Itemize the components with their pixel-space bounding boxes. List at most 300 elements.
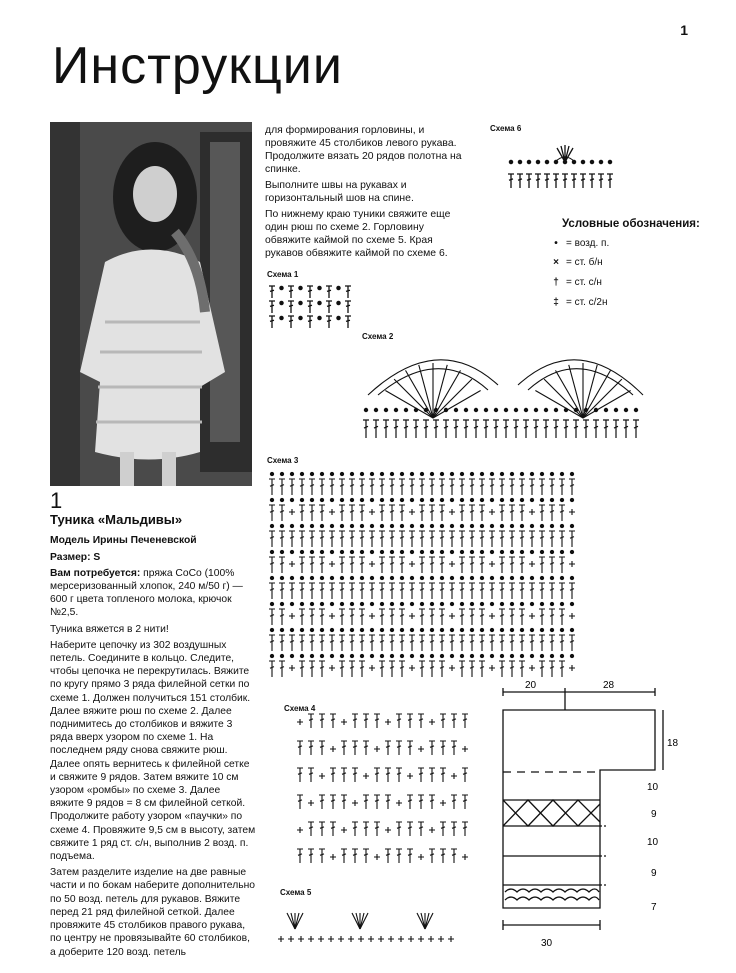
stitch-mark <box>429 768 435 782</box>
stitch-mark <box>319 714 325 728</box>
stitch-mark <box>583 420 589 438</box>
stitch-mark <box>519 661 525 677</box>
chain-stitch-mark <box>410 498 413 501</box>
stitch-mark <box>499 661 505 677</box>
fan-stitch-mark <box>425 913 433 929</box>
stitch-mark <box>345 301 351 313</box>
stitch-mark <box>451 741 457 755</box>
chain-stitch-mark <box>534 408 537 411</box>
stitch-mark <box>589 174 595 188</box>
chain-stitch-mark <box>340 472 343 475</box>
stitch-mark <box>569 583 575 599</box>
model-author: Модель Ирины Печеневской <box>50 535 197 547</box>
chain-stitch-mark <box>330 550 333 553</box>
stitch-mark <box>385 768 391 782</box>
stitch-mark <box>352 822 358 836</box>
stitch-mark <box>319 849 325 863</box>
stitch-mark <box>330 822 336 836</box>
stitch-mark <box>279 531 285 547</box>
stitch-mark <box>279 661 285 677</box>
chain-stitch-mark <box>500 472 503 475</box>
chain-stitch-mark <box>480 472 483 475</box>
chain-stitch-mark <box>584 408 587 411</box>
chain-stitch-mark <box>470 602 473 605</box>
stitch-mark <box>549 661 555 677</box>
stitch-mark <box>508 174 514 188</box>
single-crochet-mark <box>319 773 325 779</box>
stitch-mark <box>539 505 545 521</box>
stitch-mark <box>269 505 275 521</box>
stitch-mark <box>539 557 545 573</box>
stitch-mark <box>330 768 336 782</box>
fan-stitch-mark <box>352 913 360 929</box>
stitch-mark <box>439 531 445 547</box>
chain-stitch-mark <box>410 628 413 631</box>
stitch-mark <box>308 741 314 755</box>
stitch-mark <box>341 795 347 809</box>
chain-stitch-mark <box>460 628 463 631</box>
stitch-mark <box>339 661 345 677</box>
stitch-mark <box>489 479 495 495</box>
chain-stitch-mark <box>390 628 393 631</box>
chain-stitch-mark <box>340 498 343 501</box>
stitch-mark <box>499 479 505 495</box>
stitch-mark <box>389 583 395 599</box>
chain-stitch-mark <box>370 550 373 553</box>
stitch-mark <box>352 714 358 728</box>
chain-stitch-mark <box>300 472 303 475</box>
stitch-mark <box>299 661 305 677</box>
chain-stitch-mark <box>370 576 373 579</box>
chain-stitch-mark <box>524 408 527 411</box>
chain-stitch-icon: • <box>554 238 558 249</box>
single-crochet-mark <box>297 827 303 833</box>
single-crochet-mark <box>289 561 295 567</box>
stitch-mark <box>289 583 295 599</box>
single-crochet-mark <box>308 936 314 942</box>
chain-stitch-mark <box>500 628 503 631</box>
chain-stitch-mark <box>460 550 463 553</box>
stitch-mark <box>349 609 355 625</box>
stitch-mark <box>363 849 369 863</box>
stitch-mark <box>379 661 385 677</box>
stitch-mark <box>399 583 405 599</box>
chain-stitch-mark <box>440 654 443 657</box>
chain-stitch-mark <box>280 628 283 631</box>
chain-stitch-mark <box>570 576 573 579</box>
chain-stitch-mark <box>450 524 453 527</box>
legend-item <box>550 297 608 308</box>
stitch-mark <box>359 531 365 547</box>
single-crochet-mark <box>398 936 404 942</box>
chain-stitch-mark <box>530 576 533 579</box>
stitch-mark <box>279 609 285 625</box>
chain-stitch-mark <box>320 628 323 631</box>
chain-stitch-mark <box>540 472 543 475</box>
stitch-mark <box>459 505 465 521</box>
chain-stitch-mark <box>550 472 553 475</box>
stitch-mark <box>549 635 555 651</box>
chain-stitch-mark <box>360 628 363 631</box>
stitch-mark <box>419 635 425 651</box>
chain-stitch-mark <box>310 602 313 605</box>
stitch-mark <box>308 822 314 836</box>
chain-stitch-mark <box>510 628 513 631</box>
scheme-6-diagram <box>505 140 625 195</box>
stitch-mark <box>407 741 413 755</box>
stitch-mark <box>499 557 505 573</box>
stitch-mark <box>459 609 465 625</box>
stitch-mark <box>269 609 275 625</box>
single-crochet-mark <box>429 719 435 725</box>
chain-stitch-mark <box>370 602 373 605</box>
chain-stitch-mark <box>360 498 363 501</box>
stitch-mark <box>319 557 325 573</box>
chain-stitch-mark <box>350 602 353 605</box>
chain-stitch-mark <box>514 408 517 411</box>
chain-stitch-mark <box>350 472 353 475</box>
chain-stitch-mark <box>570 654 573 657</box>
chain-stitch-mark <box>280 576 283 579</box>
stitch-mark <box>549 609 555 625</box>
scheme-1-label: Схема 1 <box>267 270 299 279</box>
dim-right-1: 18 <box>667 738 679 749</box>
stitch-mark <box>289 479 295 495</box>
chain-stitch-mark <box>450 654 453 657</box>
stitch-mark <box>539 479 545 495</box>
stitch-mark <box>319 661 325 677</box>
stitch-mark <box>407 714 413 728</box>
stitch-mark <box>407 795 413 809</box>
stitch-mark <box>326 301 332 313</box>
treble-crochet-icon: ‡ <box>553 297 559 308</box>
chain-stitch-mark <box>404 408 407 411</box>
stitch-mark <box>549 505 555 521</box>
stitch-mark <box>403 420 409 438</box>
stitch-mark <box>288 301 294 313</box>
stitch-mark <box>269 635 275 651</box>
stitch-mark <box>319 822 325 836</box>
stitch-mark <box>440 849 446 863</box>
chain-stitch-mark <box>330 602 333 605</box>
stitch-mark <box>418 822 424 836</box>
chain-stitch-mark <box>509 160 512 163</box>
stitch-mark <box>593 420 599 438</box>
chain-stitch-mark <box>634 408 637 411</box>
stitch-mark <box>440 822 446 836</box>
stitch-mark <box>269 583 275 599</box>
chain-stitch-mark <box>430 628 433 631</box>
stitch-mark <box>399 531 405 547</box>
stitch-mark <box>379 583 385 599</box>
legend-title: Условные обозначения: <box>562 218 700 230</box>
scheme-2-label: Схема 2 <box>362 332 394 341</box>
stitch-mark <box>573 420 579 438</box>
stitch-mark <box>341 741 347 755</box>
stitch-mark <box>299 505 305 521</box>
stitch-mark <box>383 420 389 438</box>
chain-stitch-mark <box>540 602 543 605</box>
stitch-mark <box>269 301 275 313</box>
scheme-3-label: Схема 3 <box>267 456 299 465</box>
stitch-mark <box>499 531 505 547</box>
chain-stitch-mark <box>290 576 293 579</box>
chain-stitch-mark <box>310 498 313 501</box>
single-crochet-mark <box>529 509 535 515</box>
stitch-mark <box>407 849 413 863</box>
chain-stitch-mark <box>310 654 313 657</box>
chain-stitch-mark <box>480 602 483 605</box>
chain-stitch-mark <box>550 654 553 657</box>
chain-stitch-mark <box>390 472 393 475</box>
chain-stitch-mark <box>390 498 393 501</box>
chain-stitch-mark <box>510 472 513 475</box>
stitch-mark <box>519 505 525 521</box>
stitch-mark <box>297 849 303 863</box>
single-crochet-mark <box>338 936 344 942</box>
stitch-mark <box>433 420 439 438</box>
single-crochet-mark <box>298 936 304 942</box>
stitch-mark <box>563 420 569 438</box>
single-crochet-mark <box>449 613 455 619</box>
chain-stitch-mark <box>360 524 363 527</box>
chain-stitch-mark <box>554 408 557 411</box>
double-crochet-icon: † <box>553 277 559 288</box>
chain-stitch-mark <box>480 576 483 579</box>
chain-stitch-mark <box>400 576 403 579</box>
stitch-mark <box>374 822 380 836</box>
materials-label: Вам потребуется: <box>50 567 141 579</box>
scheme-5-diagram <box>275 905 465 947</box>
chain-stitch-mark <box>550 524 553 527</box>
stitch-mark <box>469 583 475 599</box>
stitch-mark <box>449 635 455 651</box>
chain-stitch-mark <box>490 550 493 553</box>
chain-stitch-mark <box>280 316 283 319</box>
stitch-mark <box>349 479 355 495</box>
chain-stitch-mark <box>280 286 283 289</box>
chain-stitch-mark <box>300 576 303 579</box>
chain-stitch-mark <box>520 628 523 631</box>
chain-stitch-mark <box>280 524 283 527</box>
chain-stitch-mark <box>480 550 483 553</box>
stitch-mark <box>329 583 335 599</box>
chain-stitch-mark <box>374 408 377 411</box>
chain-stitch-mark <box>280 301 283 304</box>
single-crochet-mark <box>396 800 402 806</box>
chain-stitch-mark <box>370 654 373 657</box>
chain-stitch-mark <box>300 628 303 631</box>
stitch-mark <box>385 795 391 809</box>
chain-stitch-mark <box>290 628 293 631</box>
stitch-mark <box>549 479 555 495</box>
chain-stitch-mark <box>599 160 602 163</box>
stitch-mark <box>459 635 465 651</box>
single-crochet-mark <box>409 613 415 619</box>
chain-stitch-mark <box>530 498 533 501</box>
chain-stitch-mark <box>500 602 503 605</box>
chain-stitch-mark <box>490 628 493 631</box>
stitch-mark <box>374 795 380 809</box>
chain-stitch-mark <box>530 524 533 527</box>
chain-stitch-mark <box>500 550 503 553</box>
single-crochet-mark <box>462 854 468 860</box>
stitch-mark <box>319 635 325 651</box>
single-crochet-mark <box>330 854 336 860</box>
chain-stitch-mark <box>530 550 533 553</box>
stitch-mark <box>440 768 446 782</box>
stitch-mark <box>352 768 358 782</box>
stitch-mark <box>399 505 405 521</box>
chain-stitch-mark <box>550 602 553 605</box>
chain-stitch-mark <box>337 286 340 289</box>
stitch-mark <box>429 741 435 755</box>
chain-stitch-mark <box>380 602 383 605</box>
stitch-mark <box>469 635 475 651</box>
stitch-mark <box>559 557 565 573</box>
stitch-mark <box>419 661 425 677</box>
single-crochet-mark <box>369 561 375 567</box>
chain-stitch-mark <box>450 628 453 631</box>
single-crochet-mark <box>489 509 495 515</box>
stitch-mark <box>309 505 315 521</box>
single-crochet-mark <box>449 665 455 671</box>
chain-stitch-mark <box>500 498 503 501</box>
chain-stitch-mark <box>545 160 548 163</box>
chain-stitch-mark <box>550 628 553 631</box>
stitch-mark <box>309 661 315 677</box>
stitch-mark <box>559 531 565 547</box>
stitch-mark <box>526 174 532 188</box>
chain-stitch-mark <box>594 408 597 411</box>
stitch-mark <box>509 583 515 599</box>
single-crochet-mark <box>341 827 347 833</box>
stitch-mark <box>363 420 369 438</box>
stitch-mark <box>562 174 568 188</box>
chain-stitch-mark <box>420 472 423 475</box>
stitch-mark <box>539 661 545 677</box>
stitch-mark <box>309 609 315 625</box>
stitch-mark <box>453 420 459 438</box>
single-crochet-mark <box>341 719 347 725</box>
stitch-mark <box>269 531 275 547</box>
stitch-mark <box>503 420 509 438</box>
stitch-mark <box>299 531 305 547</box>
chain-stitch-mark <box>337 301 340 304</box>
stitch-mark <box>409 635 415 651</box>
chain-stitch-mark <box>540 524 543 527</box>
single-crochet-mark <box>369 509 375 515</box>
stitch-mark <box>396 768 402 782</box>
chain-stitch-mark <box>440 628 443 631</box>
stitch-mark <box>393 420 399 438</box>
stitch-mark <box>519 557 525 573</box>
chain-stitch-mark <box>430 602 433 605</box>
single-crochet-mark <box>369 665 375 671</box>
stitch-mark <box>369 583 375 599</box>
chain-stitch-mark <box>414 408 417 411</box>
stitch-mark <box>499 609 505 625</box>
chain-stitch-mark <box>380 498 383 501</box>
chain-stitch-mark <box>340 524 343 527</box>
chain-stitch-mark <box>530 472 533 475</box>
single-crochet-mark <box>308 800 314 806</box>
stitch-mark <box>359 609 365 625</box>
stitch-mark <box>559 583 565 599</box>
legend-item <box>550 277 602 288</box>
stitch-mark <box>329 635 335 651</box>
model-photo <box>50 122 252 486</box>
fan-stitch-mark <box>360 913 368 929</box>
single-crochet-mark <box>278 936 284 942</box>
stitch-mark <box>523 420 529 438</box>
chain-stitch-mark <box>330 654 333 657</box>
scheme-2-diagram <box>358 340 648 445</box>
garment-pattern-diagram <box>495 680 695 952</box>
stitch-mark <box>489 635 495 651</box>
model-title: Туника «Мальдивы» <box>50 512 183 528</box>
chain-stitch-mark <box>574 408 577 411</box>
stitch-mark <box>269 316 275 328</box>
intro-paragraph: Выполните швы на рукавах и горизонтальный шов на спине. <box>265 180 414 204</box>
chain-stitch-mark <box>454 408 457 411</box>
chain-stitch-mark <box>380 576 383 579</box>
stitch-mark <box>369 635 375 651</box>
chain-stitch-mark <box>440 524 443 527</box>
stitch-mark <box>469 505 475 521</box>
chain-stitch-mark <box>350 628 353 631</box>
single-crochet-mark <box>418 746 424 752</box>
chain-stitch-mark <box>480 524 483 527</box>
chain-stitch-mark <box>450 550 453 553</box>
stitch-mark <box>363 822 369 836</box>
stitch-mark <box>399 661 405 677</box>
chain-stitch-mark <box>570 498 573 501</box>
stitch-mark <box>519 609 525 625</box>
materials-text: пряжа CoCo (100% мерсеризованный хлопок, 240 м/50 г) — 600 г цвета топленого молока, крючок №2,5. <box>50 567 243 619</box>
dim-right-3: 9 <box>651 809 657 820</box>
stitch-mark <box>559 609 565 625</box>
instructions-paragraph: Наберите цепочку из 302 воздушных петель. Соедините в кольцо. Следите, чтобы цепочка не перекрутилась. Вяжите по кругу прямо 3 ряда филейной сетки по схеме 1. Должен получиться 151 столбик. Далее вяжите рюш по схеме 2. Далее поднимитесь до столбиков и вяжите 3 ряда вверх узором по схеме 1. На последнем ряду снова свяжите рюш. Далее опять вернитесь к филейной сетке и свяжите 9 рядов. Затем вяжите 10 см узором «ромбы» по схеме 3. Далее вяжите 9 рядов = 8 см филейной сеткой. Продолжите работу узором «паучки» по схеме 4. Провяжите 9,5 см в высоту, затем свяжите 1 ряд ст. с/н, выполнив 2 возд. п. подъема. <box>50 639 256 863</box>
chain-stitch-mark <box>310 550 313 553</box>
stitch-mark <box>413 420 419 438</box>
stitch-mark <box>369 531 375 547</box>
stitch-mark <box>423 420 429 438</box>
chain-stitch-mark <box>590 160 593 163</box>
chain-stitch-mark <box>270 550 273 553</box>
stitch-mark <box>379 479 385 495</box>
stitch-mark <box>459 557 465 573</box>
stitch-mark <box>613 420 619 438</box>
stitch-mark <box>349 635 355 651</box>
single-crochet-mark <box>489 561 495 567</box>
stitch-mark <box>299 479 305 495</box>
chain-stitch-mark <box>570 602 573 605</box>
stitch-mark <box>359 661 365 677</box>
stitch-mark <box>389 661 395 677</box>
single-crochet-mark <box>289 665 295 671</box>
instructions-paragraph: Затем разделите изделие на две равные части и по бокам наберите дополнительно по 50 возд. петель для рукавов. Вяжите перед 21 ряд филейной сеткой. Далее провяжите 45 столбиков правого рукава, по центру не провязывайте 60 столбиков, а доберите 120 возд. петель <box>50 867 255 958</box>
chain-stitch-mark <box>410 602 413 605</box>
page-number: 1 <box>680 22 688 38</box>
single-crochet-mark <box>451 773 457 779</box>
stitch-mark <box>449 531 455 547</box>
chain-stitch-mark <box>310 576 313 579</box>
page-title: Инструкции <box>52 37 343 95</box>
stitch-mark <box>483 420 489 438</box>
intro-paragraph: для формирования горловины, и провяжите 45 столбиков левого рукава. Продолжите вязать 20 рядов полотна на спинке. <box>265 125 462 175</box>
chain-stitch-mark <box>470 654 473 657</box>
